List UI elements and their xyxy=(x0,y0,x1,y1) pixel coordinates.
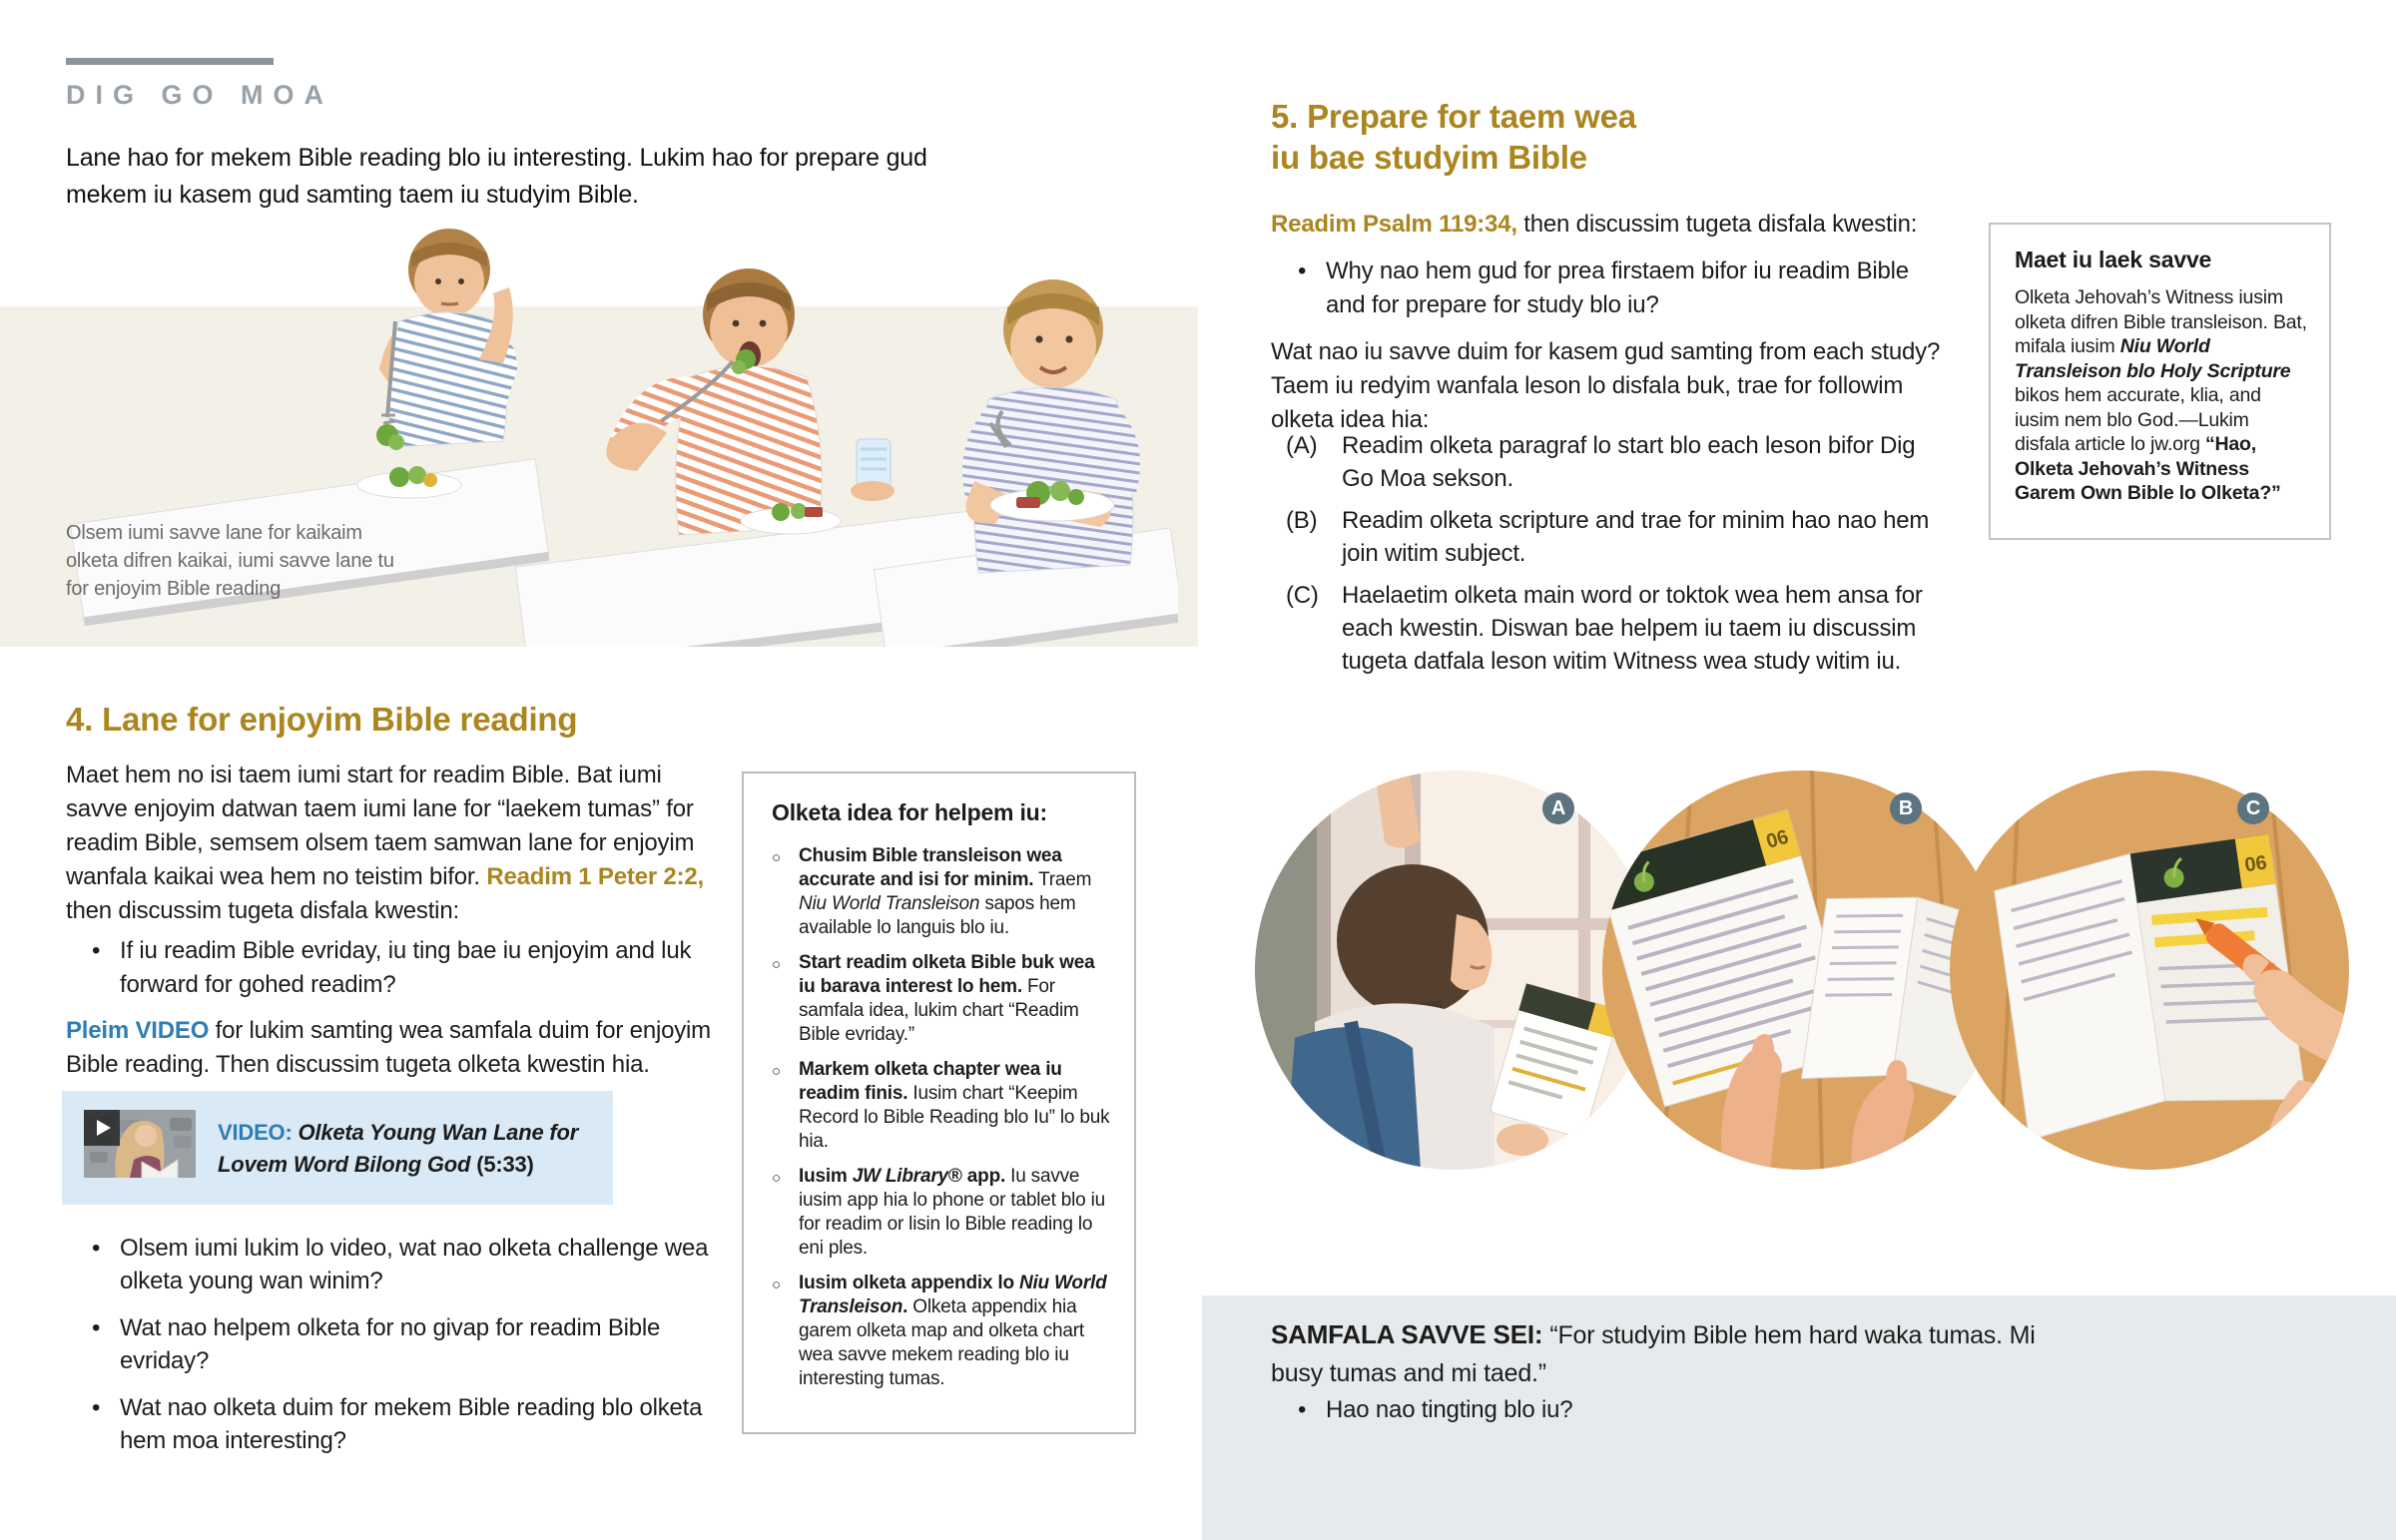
idea-item xyxy=(772,1272,1110,1391)
hand xyxy=(1497,1124,1548,1156)
boy-grimace xyxy=(606,268,895,535)
text-segment-bi: Niu World Transleison blo Holy Scripture xyxy=(2015,335,2291,382)
text-segment-r: Traem xyxy=(1033,869,1092,890)
idea-item xyxy=(772,951,1110,1047)
text-segment-b: Markem olketa chapter wea iu readim finis. xyxy=(799,1059,1062,1104)
intro-paragraph: Lane hao for mekem Bible reading blo iu interesting. Lukim hao for prepare gud mekem iu kasem gud samting taem iu studyim Bible. xyxy=(66,144,927,209)
section5-title xyxy=(1271,96,1636,178)
video-lead-paragraph[interactable] xyxy=(66,1014,725,1082)
kicker-rule xyxy=(66,58,274,65)
list-item xyxy=(92,1232,731,1297)
panel-c-badge: C xyxy=(2237,792,2269,824)
step-text: Readim olketa paragraf lo start blo each leson bifor Dig Go Moa sekson. xyxy=(1342,432,1916,492)
section5-question xyxy=(1298,255,1927,322)
text-segment-bi: Niu World Transleison xyxy=(799,1273,1107,1317)
panel-c-illustration xyxy=(1950,770,2349,1170)
panel-a-illustration xyxy=(1255,770,1654,1170)
step-text: Readim olketa scripture and trae for minim hao nao hem join witim subject. xyxy=(1342,507,1930,567)
video-title-line[interactable] xyxy=(218,1117,603,1181)
idea-item xyxy=(772,1058,1110,1154)
lesson-number-tab: 06 xyxy=(1763,825,1791,853)
some-say-quote xyxy=(1271,1315,2040,1392)
panel-b-illustration xyxy=(1602,770,2002,1170)
step-text: Haelaetim olketa main word or toktok wea hem ansa for each kwestin. Diswan bae helpem iu taem iu discussim tugeta datfala leson witim Witness wea study witim iu. xyxy=(1342,582,1923,675)
circle-bullet-icon: ○ xyxy=(772,956,781,973)
text-segment-b: “Hao, Olketa Jehovah’s Witness Garem Own Bible lo Olketa?” xyxy=(2015,433,2281,504)
text-segment-b: . xyxy=(902,1296,908,1317)
section4-question-list xyxy=(92,1232,731,1471)
step-item xyxy=(1286,429,1945,495)
study-steps-list xyxy=(1286,429,1945,687)
text-segment-r: then discussim tugeta disfala kwestin: xyxy=(1516,211,1918,238)
text-segment-r: then discussim tugeta disfala kwestin: xyxy=(66,897,459,924)
section5-title-line1: 5. Prepare for taem wea xyxy=(1271,98,1636,135)
bullet-icon: • xyxy=(1298,257,1307,284)
list-item xyxy=(92,1311,731,1377)
question-text: If iu readim Bible evriday, iu ting bae iu enjoyim and luk forward for gohed readim? xyxy=(120,937,692,998)
boy-happy xyxy=(962,279,1140,573)
section5-paragraph: Wat nao iu savve duim for kasem gud samting from each study? Taem iu redyim wanfala leson lo disfala buk, trae for followim olketa idea hia: xyxy=(1271,338,1941,433)
step-marker: (A) xyxy=(1286,432,1318,459)
question-text: Olsem iumi lukim lo video, wat nao olketa challenge wea olketa young wan winim? xyxy=(120,1235,709,1294)
text-segment-gold[interactable]: Readim 1 Peter 2:2, xyxy=(486,863,704,890)
text-segment-b: Iusim xyxy=(799,1166,853,1187)
boy-bored xyxy=(357,229,517,498)
section4-lead xyxy=(66,759,713,928)
section5-title-line2: iu bae studyim Bible xyxy=(1271,139,1587,176)
lesson-number-tab: 06 xyxy=(2243,851,2268,877)
hero-caption: Olsem iumi savve lane for kaikaim olketa difren kaikai, iumi savve lane tu for enjoyim Bible reading xyxy=(66,522,394,600)
section4-question-1 xyxy=(92,934,711,1002)
panel-a-badge: A xyxy=(1542,792,1574,824)
bullet-icon: • xyxy=(92,1314,101,1341)
idea-text xyxy=(799,951,1110,1047)
text-segment-r: Iu savve iusim app hia lo phone or tablet blo iu for readim or lisin lo Bible reading lo eni ples. xyxy=(799,1166,1105,1259)
ideas-sidebar-box xyxy=(742,771,1136,1434)
circle-bullet-icon: ○ xyxy=(772,1170,781,1187)
books-on-desk-scene xyxy=(1602,770,2002,1170)
question-text: Why nao hem gud for prea firstaem bifor iu readim Bible and for prepare for study blo iu? xyxy=(1326,257,1909,318)
video-thumbnail[interactable] xyxy=(84,1110,196,1178)
step-marker: (C) xyxy=(1286,582,1319,609)
question-text: Wat nao helpem olketa for no givap for readim Bible evriday? xyxy=(120,1314,661,1374)
list-item xyxy=(92,1391,731,1457)
section5-lead[interactable] xyxy=(1271,208,1970,242)
text-segment-r: Olketa Jehovah’s Witness iusim olketa difren Bible transleison. Bat, mifala iusim xyxy=(2015,286,2307,357)
question-text: Hao nao tingting blo iu? xyxy=(1326,1396,1573,1423)
text-segment-b: ® app. xyxy=(947,1166,1006,1187)
text-segment-r: for lukim samting wea samfala duim for enjoyim Bible reading. Then discussim tugeta olketa kwestin hia. xyxy=(66,1017,711,1078)
circle-bullet-icon: ○ xyxy=(772,1277,781,1293)
text-segment-blue[interactable]: Pleim VIDEO xyxy=(66,1017,210,1044)
text-segment-r: Iusim chart “Keepim Record lo Bible Reading blo Iu” lo buk hia. xyxy=(799,1083,1110,1152)
circle-bullet-icon: ○ xyxy=(772,849,781,866)
bullet-icon: • xyxy=(92,937,101,964)
question-text: Wat nao olketa duim for mekem Bible reading blo olketa hem moa interesting? xyxy=(120,1394,703,1454)
text-segment-gold[interactable]: Readim Psalm 119:34, xyxy=(1271,211,1517,238)
text-segment-i: Niu World Transleison xyxy=(799,893,980,914)
idea-text xyxy=(799,1165,1110,1261)
step-item xyxy=(1286,579,1945,678)
bullet-icon: • xyxy=(1298,1396,1307,1423)
step-item xyxy=(1286,504,1945,570)
text-segment-r: “For studyim Bible hem hard waka tumas. Mi busy tumas and mi taed.” xyxy=(1271,1321,2036,1387)
woman-on-train-scene xyxy=(1255,770,1654,1170)
text-segment-r: Olketa appendix hia garem olketa map and olketa chart wea savve mekem reading blo iu interesting tumas. xyxy=(799,1296,1084,1389)
bullet-icon: • xyxy=(92,1394,101,1421)
text-segment-r: For samfala idea, lukim chart “Readim Bible evriday.” xyxy=(799,976,1079,1045)
panel-b-badge: B xyxy=(1890,792,1922,824)
ideas-box-title: Olketa idea for helpem iu: xyxy=(772,799,1047,825)
some-say-question xyxy=(1298,1393,1897,1426)
text-segment-r: bikos hem accurate, klia, and iusim nem blo God.—Lukim disfala article lo jw.org xyxy=(2015,384,2261,455)
highlighting-scene xyxy=(1950,770,2349,1170)
did-you-know-box xyxy=(1989,223,2331,540)
know-box-body xyxy=(2015,285,2307,506)
bullet-icon: • xyxy=(92,1235,101,1262)
text-segment-bi: JW Library xyxy=(852,1166,948,1187)
idea-text xyxy=(799,844,1110,940)
idea-text xyxy=(799,1058,1110,1154)
text-segment-r: Maet hem no isi taem iumi start for readim Bible. Bat iumi savve enjoyim datwan taem iumi lane for “laekem tumas” for readim Bible, semsem olsem taem samwan lane for enjoyim wanfala kaikai wea hem no teistim bifor. xyxy=(66,762,695,890)
idea-item xyxy=(772,844,1110,940)
text-segment-b: Iusim olketa appendix lo xyxy=(799,1273,1019,1293)
section4-title: 4. Lane for enjoyim Bible reading xyxy=(66,701,578,738)
circle-bullet-icon: ○ xyxy=(772,1063,781,1080)
kicker-label: DIG GO MOA xyxy=(66,80,333,110)
text-segment-bi: Olketa Young Wan Lane for Lovem Word Bilong God xyxy=(218,1120,579,1177)
text-segment-b: (5:33) xyxy=(470,1152,534,1177)
idea-item xyxy=(772,1165,1110,1261)
step-marker: (B) xyxy=(1286,507,1318,534)
know-box-title: Maet iu laek savve xyxy=(2015,247,2212,272)
text-segment-b: Start readim olketa Bible buk wea iu barava interest lo hem. xyxy=(799,952,1095,997)
text-segment-b: Chusim Bible transleison wea accurate and isi for minim. xyxy=(799,845,1062,890)
idea-text xyxy=(799,1272,1110,1391)
text-segment-b: SAMFALA SAVVE SEI: xyxy=(1271,1319,1550,1349)
text-segment-vlabel: VIDEO: xyxy=(218,1120,299,1145)
text-segment-r: sapos hem available lo languis blo iu. xyxy=(799,893,1076,938)
